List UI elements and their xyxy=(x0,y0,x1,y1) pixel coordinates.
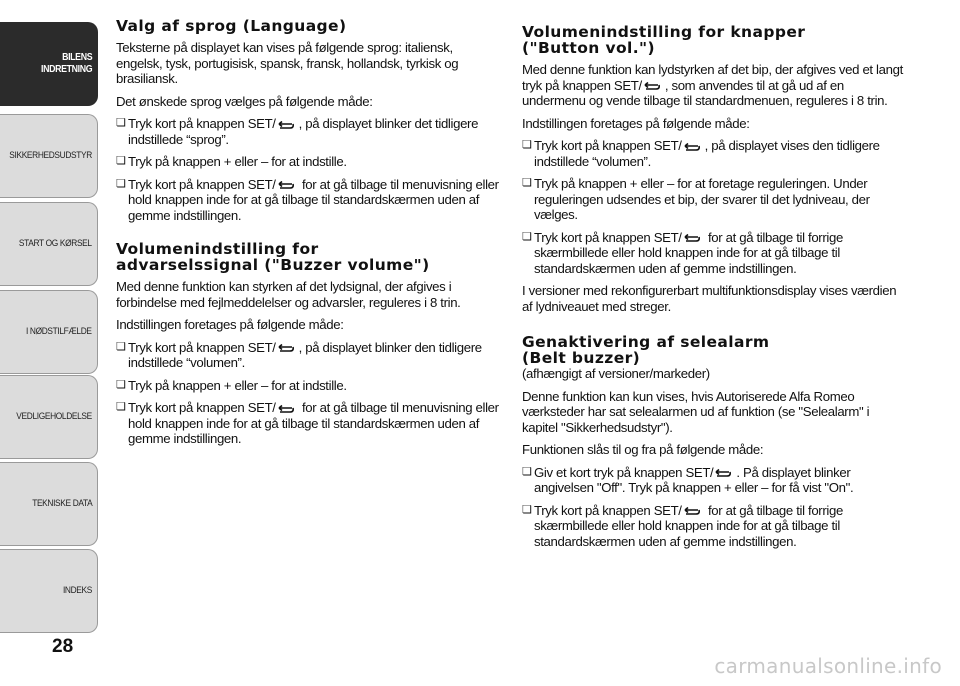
section-heading: ("Button vol.") xyxy=(522,39,656,57)
paragraph: Indstillingen foretages på følgende måde: xyxy=(522,115,750,131)
bullet-item: ❏ Tryk på knappen + eller – for at foretage reguleringen. Under reguleringen udsendes et bip, der svarer til det lydniveau, der vælges. xyxy=(522,176,907,223)
set-return-icon xyxy=(683,233,701,243)
page-number: 28 xyxy=(52,636,74,657)
bullet-item xyxy=(522,465,907,496)
subheading: (afhængigt af versioner/markeder) xyxy=(522,366,710,381)
tab-tekniske-data[interactable] xyxy=(0,462,98,546)
tab-label: VEDLIGEHOLDELSE xyxy=(16,411,92,422)
bullet-item xyxy=(522,230,907,277)
paragraph xyxy=(522,62,907,109)
set-return-icon xyxy=(643,81,661,91)
bullet-text: Tryk kort på knappen SET/ xyxy=(128,176,276,192)
section-buzzer-volume xyxy=(116,241,501,447)
bullet-text: Tryk kort på knappen SET/ xyxy=(534,229,682,245)
right-column xyxy=(522,24,907,563)
paragraph: Med denne funktion kan styrken af det lydsignal, der afgives i forbindelse med fejlmeddelelser og advarsler, reguleres i 8 trin. xyxy=(116,279,461,310)
paragraph-text: Med denne funktion kan lydstyrken af det bip, der afgives ved et langt tryk på knappen SET/ xyxy=(522,62,903,93)
tab-bilens-indretning[interactable] xyxy=(0,22,98,106)
bullet-item xyxy=(522,138,907,169)
paragraph-text: , som anvendes til at gå ud af en undermenu og vende tilbage til standardmenuen, reguleres i 8 trin. xyxy=(522,77,888,108)
watermark: carmanualsonline.info xyxy=(714,654,942,678)
bullet-item xyxy=(116,400,501,447)
bullet-text: Tryk kort på knappen SET/ xyxy=(128,400,276,415)
chapter-tabs xyxy=(0,0,100,686)
tab-label: INDEKS xyxy=(62,585,92,596)
set-return-icon xyxy=(714,468,732,478)
left-column xyxy=(116,18,501,461)
section-heading: Volumenindstilling for xyxy=(116,240,319,258)
tab-label: BILENS INDRETNING xyxy=(40,52,92,75)
tab-indeks[interactable] xyxy=(0,549,98,633)
section-button-volume xyxy=(522,24,907,314)
bullet-text: , på displayet vises den tidligere indstillede “volumen”. xyxy=(534,138,880,169)
paragraph: Teksterne på displayet kan vises på følgende sprog: italiensk, engelsk, tysk, portugisisk, spansk, fransk, hollandsk, tyrkisk og brasiliansk. xyxy=(116,40,459,86)
set-return-icon xyxy=(277,180,295,190)
set-return-icon xyxy=(277,404,295,414)
paragraph: Funktionen slås til og fra på følgende måde: xyxy=(522,442,764,457)
paragraph: Det ønskede sprog vælges på følgende måde: xyxy=(116,93,373,109)
bullet-text: Tryk kort på knappen SET/ xyxy=(534,138,682,153)
tab-label: SIKKERHEDSUDSTYR xyxy=(9,150,92,161)
bullet-item: ❏ Tryk på knappen + eller – for at indstille. xyxy=(116,378,501,394)
bullet-text: Tryk kort på knappen SET/ xyxy=(534,502,682,518)
tab-sikkerhedsudstyr[interactable] xyxy=(0,114,98,198)
tab-label: START OG KØRSEL xyxy=(19,238,92,249)
bullet-item xyxy=(116,116,501,147)
section-heading: advarselssignal ("Buzzer volume") xyxy=(116,256,430,274)
tab-i-nodstilfaelde[interactable] xyxy=(0,290,98,374)
section-heading: (Belt buzzer) xyxy=(522,349,641,367)
tab-vedligeholdelse[interactable] xyxy=(0,375,98,459)
set-return-icon xyxy=(277,120,295,130)
bullet-item xyxy=(522,503,907,550)
bullet-item xyxy=(116,177,501,224)
paragraph: Denne funktion kan kun vises, hvis Autoriserede Alfa Romeo værksteder har sat selealarmen ud af funktion (se "Selealarm" i kapitel "Sikkerhedsudstyr"). xyxy=(522,388,870,435)
bullet-text: , på displayet blinker det tidligere indstillede “sprog”. xyxy=(128,116,479,147)
bullet-text: for at gå tilbage til forrige skærmbillede eller hold knappen inde for at gå tilbage til standardskærmen uden af gemme indstillingen. xyxy=(534,502,843,549)
bullet-item xyxy=(116,340,501,371)
tab-label: TEKNISKE DATA xyxy=(31,498,92,509)
bullet-text: . På displayet blinker angivelsen "Off". Tryk på knappen + eller – for få vist "On". xyxy=(534,464,854,495)
set-return-icon xyxy=(277,343,295,353)
paragraph: Indstillingen foretages på følgende måde: xyxy=(116,317,344,332)
section-language xyxy=(116,18,501,223)
set-return-icon xyxy=(683,506,701,516)
bullet-text: , på displayet blinker den tidligere indstillede “volumen”. xyxy=(128,339,482,370)
bullet-item: ❏ Tryk på knappen + eller – for at indstille. xyxy=(116,154,501,170)
set-return-icon xyxy=(683,142,701,152)
bullet-text: Tryk kort på knappen SET/ xyxy=(128,339,276,355)
bullet-text: Tryk kort på knappen SET/ xyxy=(128,116,276,131)
bullet-text: Giv et kort tryk på knappen SET/ xyxy=(534,464,714,480)
bullet-text: for at gå tilbage til forrige skærmbillede eller hold knappen inde for at gå tilbage til standardskærmen uden af gemme indstillingen. xyxy=(534,229,843,276)
tab-start-og-korsel[interactable] xyxy=(0,202,98,286)
bullet-text: for at gå tilbage til menuvisning eller hold knappen inde for at gå tilbage til standardskærmen uden af gemme indstillingen. xyxy=(128,176,499,223)
section-heading: Volumenindstilling for knapper xyxy=(522,23,806,41)
section-heading: Valg af sprog (Language) xyxy=(116,17,347,35)
section-belt-buzzer xyxy=(522,334,907,549)
bullet-text: for at gå tilbage til menuvisning eller hold knappen inde for at gå tilbage til standardskærmen uden af gemme indstillingen. xyxy=(128,400,499,446)
section-heading: Genaktivering af selealarm xyxy=(522,333,770,351)
paragraph: I versioner med rekonfigurerbart multifunktionsdisplay vises værdien af lydniveauet med streger. xyxy=(522,283,897,314)
tab-label: I NØDSTILFÆLDE xyxy=(26,326,92,337)
